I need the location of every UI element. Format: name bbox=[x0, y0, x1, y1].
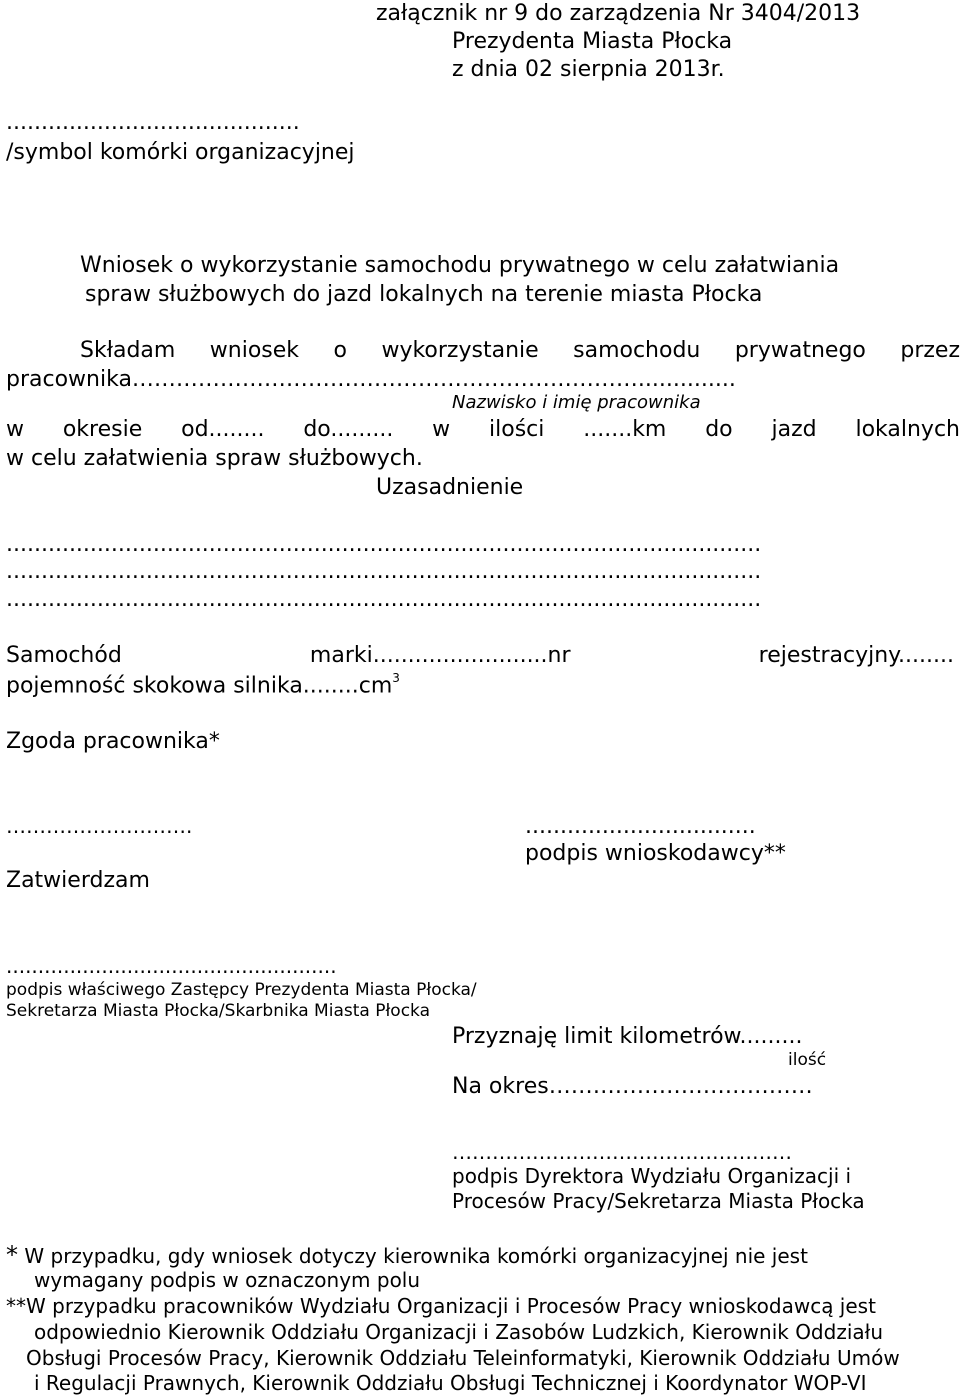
engine-capacity-unit-sup: 3 bbox=[392, 671, 400, 685]
employee-name-caption: Nazwisko i imię pracownika bbox=[452, 392, 701, 413]
justification-line-2: ............................................................................................................ bbox=[6, 561, 762, 583]
employee-consent-label: Zgoda pracownika* bbox=[6, 729, 220, 754]
vehicle-word: marki.........................nr bbox=[309, 643, 571, 668]
justification-line-3: ............................................................................................................ bbox=[6, 589, 762, 611]
footnote-1-line-2: wymagany podpis w oznaczonym polu bbox=[34, 1268, 421, 1292]
justification-line-1: ............................................................................................................ bbox=[6, 534, 762, 556]
title-line-1: Wniosek o wykorzystanie samochodu prywatnego w celu załatwiania bbox=[80, 253, 840, 278]
justification-heading: Uzasadnienie bbox=[376, 475, 524, 500]
director-signature-dots: …………………………………………… bbox=[452, 1142, 792, 1162]
director-caption-line-2: Procesów Pracy/Sekretarza Miasta Płocka bbox=[452, 1189, 865, 1213]
approval-caption-line-1: podpis właściwego Zastępcy Prezydenta Miasta Płocka/ bbox=[6, 980, 477, 1000]
request-word: prywatnego bbox=[734, 338, 866, 363]
employee-consent-dots: ………………………. bbox=[6, 814, 193, 838]
limit-period-line: Na okres……………………………… bbox=[452, 1074, 813, 1099]
org-unit-dots: .......................................... bbox=[6, 112, 300, 134]
purpose-line: w celu załatwienia spraw służbowych. bbox=[6, 446, 423, 471]
engine-capacity-text: pojemność skokowa silnika........cm bbox=[6, 673, 393, 699]
engine-capacity-line bbox=[6, 671, 400, 699]
applicant-signature-dots: ................................. bbox=[525, 814, 756, 839]
vehicle-word: rejestracyjny........ bbox=[758, 643, 954, 668]
footnote-2-line-2: odpowiednio Kierownik Oddziału Organizacji i Zasobów Ludzkich, Kierownik Oddziału bbox=[34, 1320, 883, 1344]
km-limit-line: Przyznaję limit kilometrów......... bbox=[452, 1024, 803, 1049]
director-caption-line-1: podpis Dyrektora Wydziału Organizacji i bbox=[452, 1164, 852, 1188]
applicant-signature-caption: podpis wnioskodawcy** bbox=[525, 841, 786, 866]
header-line-3: z dnia 02 sierpnia 2013r. bbox=[452, 57, 725, 82]
approval-caption-line-2: Sekretarza Miasta Płocka/Skarbnika Miasta Płocka bbox=[6, 1001, 431, 1021]
header-line-1: załącznik nr 9 do zarządzenia Nr 3404/2013 bbox=[376, 1, 861, 26]
title-line-2: spraw służbowych do jazd lokalnych na terenie miasta Płocka bbox=[85, 282, 763, 307]
request-word: o bbox=[333, 338, 347, 363]
km-limit-caption: ilość bbox=[788, 1050, 827, 1070]
footnote-1-mark: * bbox=[6, 1241, 18, 1269]
footnote-2-line-3: Obsługi Procesów Pracy, Kierownik Oddziału Teleinformatyki, Kierownik Oddziału Umów bbox=[26, 1346, 900, 1370]
footnote-2-line-4: i Regulacji Prawnych, Kierownik Oddziału Obsługi Technicznej i Koordynator WOP-VI bbox=[34, 1371, 867, 1395]
footnote-1-text: W przypadku, gdy wniosek dotyczy kierownika komórki organizacyjnej nie jest bbox=[24, 1244, 808, 1268]
request-word: wniosek bbox=[209, 338, 300, 363]
request-word: wykorzystanie bbox=[381, 338, 539, 363]
request-word: przez bbox=[900, 338, 960, 363]
employee-name-line: pracownika…………………………………………………………….............. bbox=[6, 369, 736, 391]
request-word: samochodu bbox=[573, 338, 701, 363]
request-line bbox=[80, 340, 960, 362]
approval-signature-dots: .................................................... bbox=[6, 954, 337, 978]
vehicle-word: Samochód bbox=[6, 643, 122, 668]
approval-label: Zatwierdzam bbox=[6, 868, 150, 893]
org-unit-label: /symbol komórki organizacyjnej bbox=[6, 140, 355, 165]
period-line: w okresie od........ do......... w ilości .......km do jazd lokalnych bbox=[6, 417, 960, 442]
request-word: Składam bbox=[80, 338, 176, 363]
header-line-2: Prezydenta Miasta Płocka bbox=[452, 29, 733, 54]
footnote-1-line-1 bbox=[6, 1243, 808, 1267]
vehicle-line bbox=[6, 645, 954, 667]
footnote-2-line-1: **W przypadku pracowników Wydziału Organizacji i Procesów Pracy wnioskodawcą jest bbox=[6, 1294, 876, 1318]
